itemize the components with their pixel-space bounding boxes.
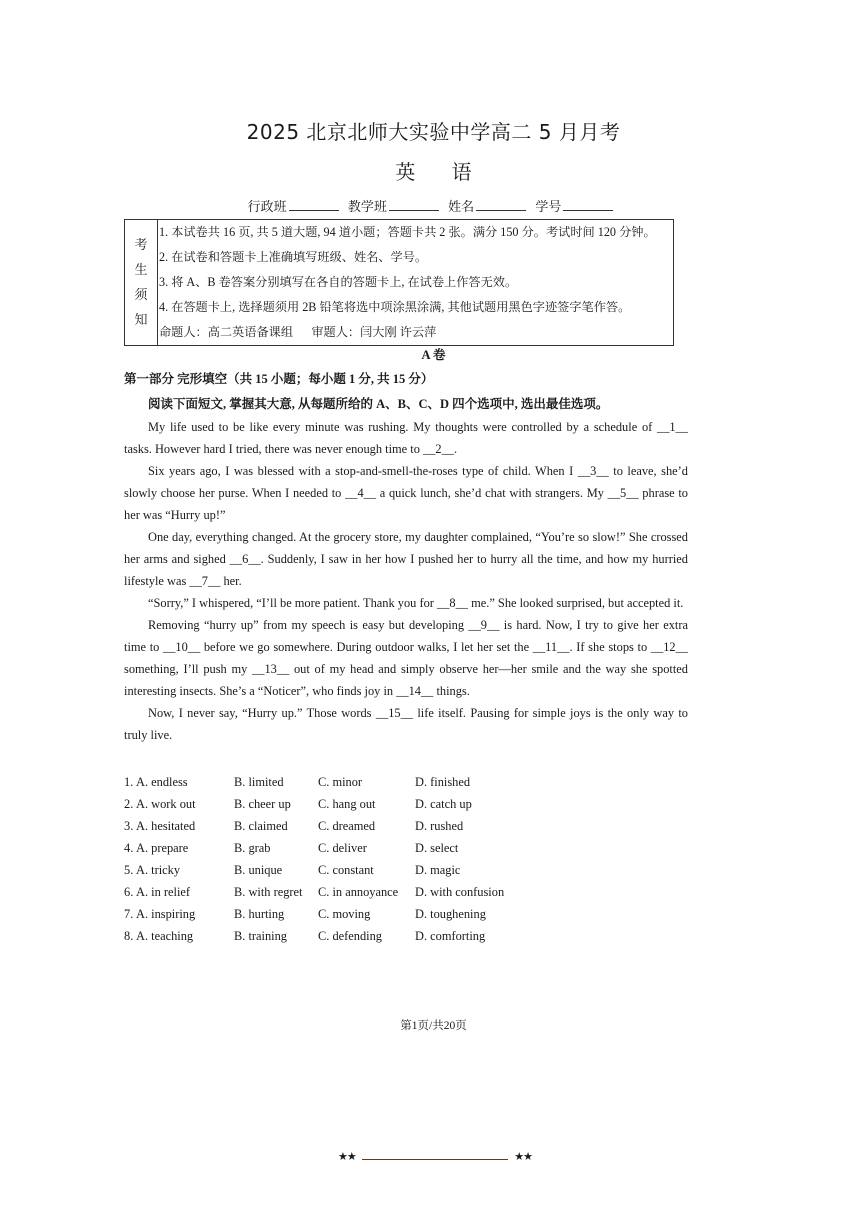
question-row <box>124 903 604 925</box>
part-title: 第一部分 完形填空（共 15 小题；每小题 1 分, 共 15 分） <box>124 372 434 386</box>
option-d[interactable]: D. toughening <box>415 907 486 921</box>
notice-body <box>159 220 669 345</box>
ornament-line <box>362 1159 508 1160</box>
option-b[interactable]: B. with regret <box>234 885 303 899</box>
field-blank-class[interactable] <box>289 199 339 211</box>
option-c[interactable]: C. dreamed <box>318 819 376 833</box>
section-label: A 卷 <box>421 348 446 362</box>
option-b[interactable]: B. limited <box>234 775 284 789</box>
option-a[interactable]: A. inspiring <box>136 907 196 921</box>
option-a[interactable]: A. teaching <box>136 929 194 943</box>
option-a[interactable]: A. hesitated <box>136 819 196 833</box>
instruction: 阅读下面短文, 掌握其大意, 从每题所给的 A、B、C、D 四个选项中, 选出最佳选项。 <box>148 397 609 411</box>
question-row <box>124 793 604 815</box>
option-d[interactable]: D. magic <box>415 863 461 877</box>
option-a[interactable]: A. tricky <box>136 863 181 877</box>
notice-heading-char: 考 <box>134 237 148 253</box>
option-a[interactable]: A. endless <box>136 775 188 789</box>
option-b[interactable]: B. grab <box>234 841 271 855</box>
option-c[interactable]: C. minor <box>318 775 363 789</box>
stars-right-icon: ★★ <box>514 1151 532 1163</box>
option-a[interactable]: A. prepare <box>136 841 189 855</box>
notice-line: 1. 本试卷共 16 页, 共 5 道大题, 94 道小题；答题卡共 2 张。满分 150 分。考试时间 120 分钟。 <box>159 225 656 239</box>
question-number: 7. <box>124 907 134 921</box>
question-row <box>124 815 604 837</box>
question-row <box>124 881 604 903</box>
question-number: 6. <box>124 885 134 899</box>
passage-paragraph: One day, everything changed. At the grocery store, my daughter complained, “You’re so slow!” She crossed her arms and sighed __6__. Suddenly, I saw in her how I pushed her to hurry all the time, and how my hurried lifestyle was __7__ her. <box>124 530 688 588</box>
option-c[interactable]: C. defending <box>318 929 383 943</box>
question-row <box>124 837 604 859</box>
notice-heading-char: 生 <box>134 262 148 278</box>
question-number: 8. <box>124 929 134 943</box>
option-b[interactable]: B. unique <box>234 863 283 877</box>
option-b[interactable]: B. training <box>234 929 287 943</box>
passage-paragraph: “Sorry,” I whispered, “I’ll be more patient. Thank you for __8__ me.” She looked surprised, but accepted it. <box>148 596 684 610</box>
notice-heading <box>125 220 158 345</box>
field-blank-id[interactable] <box>563 199 613 211</box>
option-d[interactable]: D. select <box>415 841 459 855</box>
question-number: 1. <box>124 775 134 789</box>
option-c[interactable]: C. deliver <box>318 841 367 855</box>
question-number: 3. <box>124 819 134 833</box>
question-row <box>124 771 604 793</box>
page-number: 第1页/共20页 <box>400 1020 467 1032</box>
option-a[interactable]: A. in relief <box>136 885 191 899</box>
passage-paragraph: Now, I never say, “Hurry up.” Those words __15__ life itself. Pausing for simple joys is the only way to truly live. <box>124 706 688 742</box>
field-blank-teaching-class[interactable] <box>389 199 439 211</box>
question-number: 4. <box>124 841 134 855</box>
notice-line: 2. 在试卷和答题卡上准确填写班级、姓名、学号。 <box>159 250 428 264</box>
stars-left-icon: ★★ <box>338 1151 356 1163</box>
notice-line: 3. 将 A、B 卷答案分别填写在各自的答题卡上, 在试卷上作答无效。 <box>159 275 518 289</box>
option-c[interactable]: C. hang out <box>318 797 376 811</box>
exam-title: 2025 北京北师大实验中学高二 5 月月考 <box>246 120 621 144</box>
question-number: 5. <box>124 863 134 877</box>
option-d[interactable]: D. with confusion <box>415 885 505 899</box>
question-row <box>124 925 604 947</box>
field-label-class: 行政班 <box>247 199 287 214</box>
passage-paragraph: My life used to be like every minute was rushing. My thoughts were controlled by a schedule of __1__ tasks. However hard I tried, there was never enough time to __2__. <box>124 420 688 456</box>
notice-heading-char: 须 <box>134 287 148 303</box>
footer-ornament <box>338 1152 532 1166</box>
notice-heading-char: 知 <box>134 312 148 328</box>
passage-paragraph: Removing “hurry up” from my speech is easy but developing __9__ is hard. Now, I try to give her extra time to __10__ before we go somewhere. During outdoor walks, I let her set the __11__. If she stops to __12__ something, I’ll push my __13__ out of my head and simply observe her—her smile and the way she spotted interesting insects. She’s a “Noticer”, who finds joy in __14__ things. <box>124 618 688 698</box>
option-b[interactable]: B. cheer up <box>234 797 291 811</box>
field-blank-name[interactable] <box>476 199 526 211</box>
passage-paragraph: Six years ago, I was blessed with a stop-and-smell-the-roses type of child. When I __3__ to leave, she’d slowly choose her purse. When I needed to __4__ a quick lunch, she’d chat with strangers. My __5__ phrase to her was “Hurry up!” <box>124 464 688 522</box>
option-c[interactable]: C. constant <box>318 863 374 877</box>
cloze-passage <box>124 416 688 746</box>
notice-line: 4. 在答题卡上, 选择题须用 2B 铅笔将选中项涂黑涂满, 其他试题用黑色字迹签字笔作答。 <box>159 300 631 314</box>
option-c[interactable]: C. moving <box>318 907 371 921</box>
field-label-teaching-class: 教学班 <box>347 199 387 214</box>
option-d[interactable]: D. finished <box>415 775 471 789</box>
exam-notice-box <box>124 219 674 346</box>
question-number: 2. <box>124 797 134 811</box>
option-d[interactable]: D. catch up <box>415 797 472 811</box>
subject-title: 英 语 <box>395 160 472 184</box>
question-row <box>124 859 604 881</box>
question-options <box>124 771 604 947</box>
field-label-name: 姓名 <box>448 199 475 214</box>
option-a[interactable]: A. work out <box>136 797 196 811</box>
option-b[interactable]: B. hurting <box>234 907 285 921</box>
option-c[interactable]: C. in annoyance <box>318 885 399 899</box>
option-d[interactable]: D. rushed <box>415 819 464 833</box>
field-label-id: 学号 <box>535 199 562 214</box>
student-info-fields <box>0 196 867 215</box>
notice-line: 命题人：高二英语备课组 审题人：闫大刚 许云萍 <box>159 325 437 339</box>
option-d[interactable]: D. comforting <box>415 929 486 943</box>
option-b[interactable]: B. claimed <box>234 819 288 833</box>
